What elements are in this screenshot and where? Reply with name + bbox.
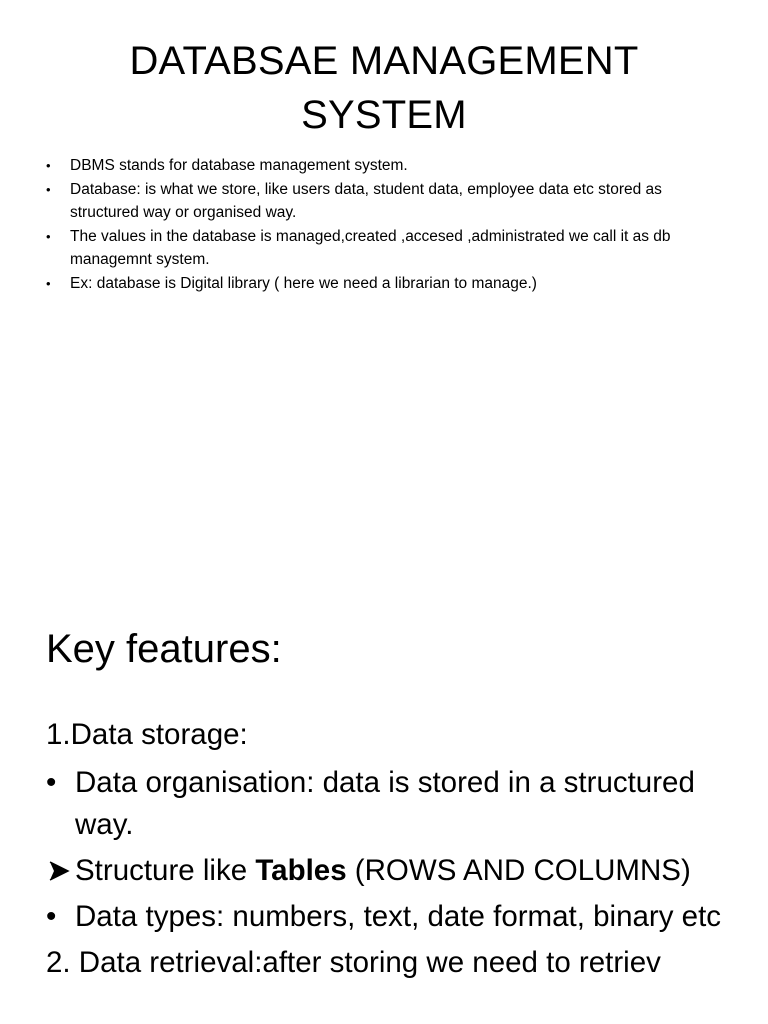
- bullet-text: Database: is what we store, like users data, student data, employee data etc stored as structured way or organised way.: [70, 181, 662, 221]
- list-item: [46, 154, 722, 177]
- key-features-content: [46, 714, 736, 990]
- list-item: [46, 178, 722, 224]
- list-item: [46, 272, 722, 295]
- list-item: [46, 762, 736, 846]
- item-text: Data types: numbers, text, date format, binary etc: [75, 900, 722, 933]
- bullet-dot-icon: •: [46, 276, 51, 291]
- slide-2: [0, 598, 768, 1024]
- bullet-dot-icon: •: [46, 766, 57, 799]
- section-heading-data-retrieval: 2. Data retrieval:after storing we need to retriev: [46, 946, 661, 979]
- key-features-heading: Key features:: [46, 627, 282, 671]
- section-heading-data-storage: 1.Data storage:: [46, 718, 248, 751]
- list-item: [46, 225, 722, 271]
- item-text-bold: Tables: [255, 854, 347, 887]
- arrowhead-bullet-icon: [48, 860, 70, 882]
- item-text: Data organisation: data is stored in a structured way.: [75, 766, 695, 841]
- definition-bullet-list: [46, 154, 722, 296]
- bullet-dot-icon: •: [46, 900, 57, 933]
- title-line-2: SYSTEM: [301, 93, 467, 137]
- list-item: [46, 850, 736, 892]
- bullet-text: DBMS stands for database management system.: [70, 157, 408, 174]
- bullet-text: The values in the database is managed,created ,accesed ,administrated we call it as db managemnt system.: [70, 228, 671, 268]
- bullet-dot-icon: •: [46, 229, 51, 244]
- title-line-1: DATABSAE MANAGEMENT: [129, 39, 639, 83]
- bullet-dot-icon: •: [46, 158, 51, 173]
- bullet-text: Ex: database is Digital library ( here we need a librarian to manage.): [70, 275, 537, 292]
- list-item: [46, 896, 736, 938]
- item-text-prefix: Structure like: [75, 854, 256, 887]
- slide-title: [60, 34, 708, 142]
- item-text-suffix: (ROWS AND COLUMNS): [346, 854, 691, 887]
- bullet-dot-icon: •: [46, 182, 51, 197]
